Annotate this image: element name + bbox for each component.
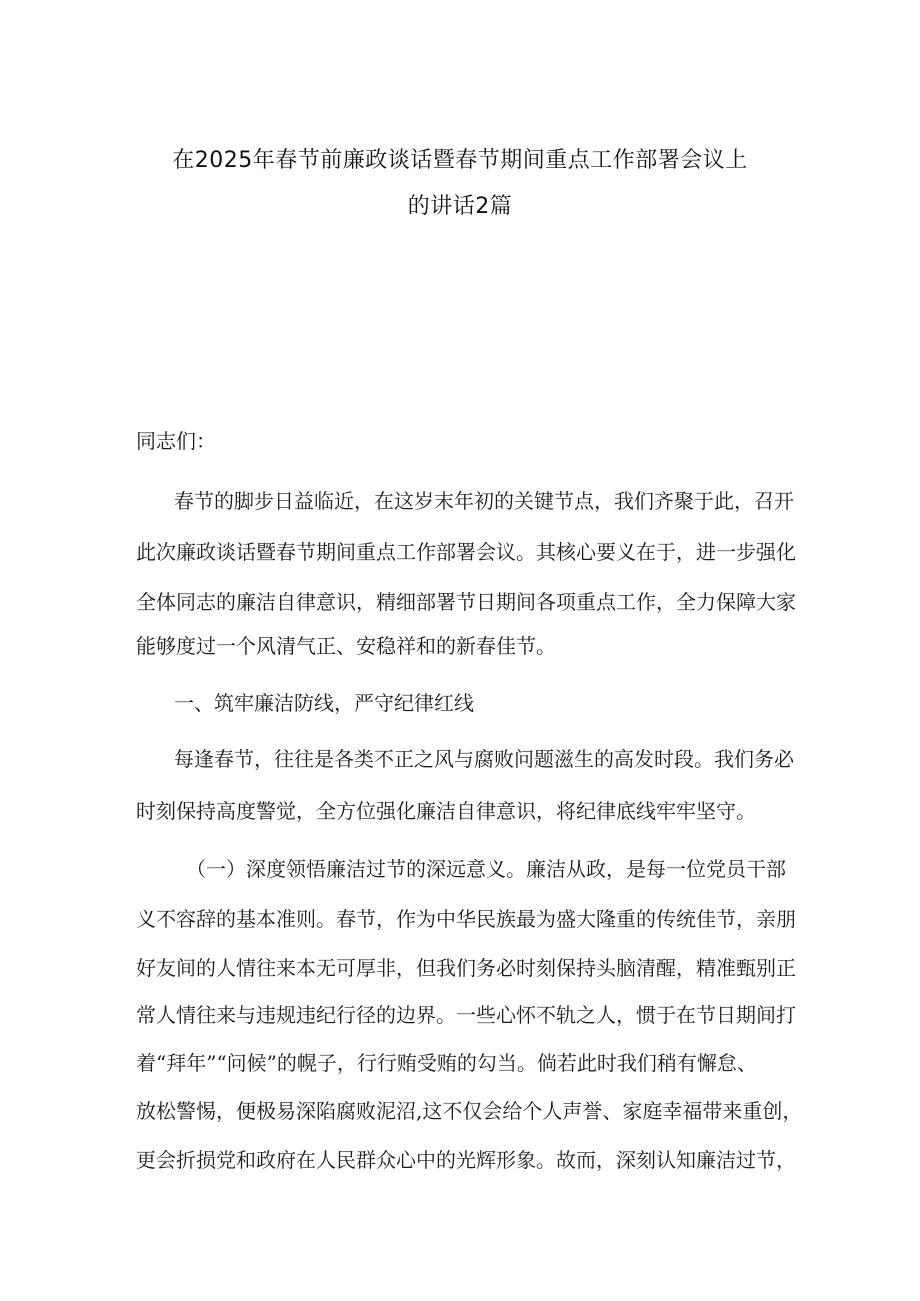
paragraph-1-line: 此次廉政谈话暨春节期间重点工作部署会议。其核心要义在于，进一步强化 [136, 540, 796, 564]
paragraph-3-line: 更会折损党和政府在人民群众心中的光辉形象。故而，深刻认知廉洁过节， [136, 1148, 796, 1172]
paragraph-3-line: （一）深度领悟廉洁过节的深远意义。廉洁从政，是每一位党员干部 [186, 857, 786, 881]
paragraph-1-line: 春节的脚步日益临近，在这岁末年初的关键节点，我们齐聚于此，召开 [174, 489, 794, 513]
paragraph-3-line: 常人情往来与违规违纪行径的边界。一些心怀不轨之人，惯于在节日期间打 [136, 1003, 796, 1027]
document-title-line-2: 的讲话2篇 [407, 194, 513, 219]
paragraph-3-line: 义不容辞的基本准则。春节，作为中华民族最为盛大隆重的传统佳节，亲朋 [136, 907, 796, 931]
paragraph-2-line: 时刻保持高度警觉，全方位强化廉洁自律意识，将纪律底线牢牢坚守。 [136, 799, 756, 823]
paragraph-3-line: 着“拜年”“问候”的幌子，行行贿受贿的勾当。倘若此时我们稍有懈怠、 [136, 1051, 757, 1075]
document-title-line-1: 在2025年春节前廉政谈话暨春节期间重点工作部署会议上 [172, 148, 748, 173]
paragraph-3-line: 好友间的人情往来本无可厚非，但我们务必时刻保持头脑清醒，精准甄别正 [136, 956, 796, 980]
paragraph-1-line: 能够度过一个风清气正、安稳祥和的新春佳节。 [136, 634, 556, 658]
paragraph-2-line: 每逢春节，往往是各类不正之风与腐败问题滋生的高发时段。我们务必 [174, 747, 794, 771]
paragraph-3-line: 放松警惕，便极易深陷腐败泥沼,这不仅会给个人声誉、家庭幸福带来重创， [136, 1099, 803, 1123]
salutation: 同志们： [136, 429, 216, 453]
paragraph-1-line: 全体同志的廉洁自律意识，精细部署节日期间各项重点工作，全力保障大家 [136, 590, 796, 614]
section-heading-1: 一、筑牢廉洁防线，严守纪律红线 [174, 691, 474, 715]
